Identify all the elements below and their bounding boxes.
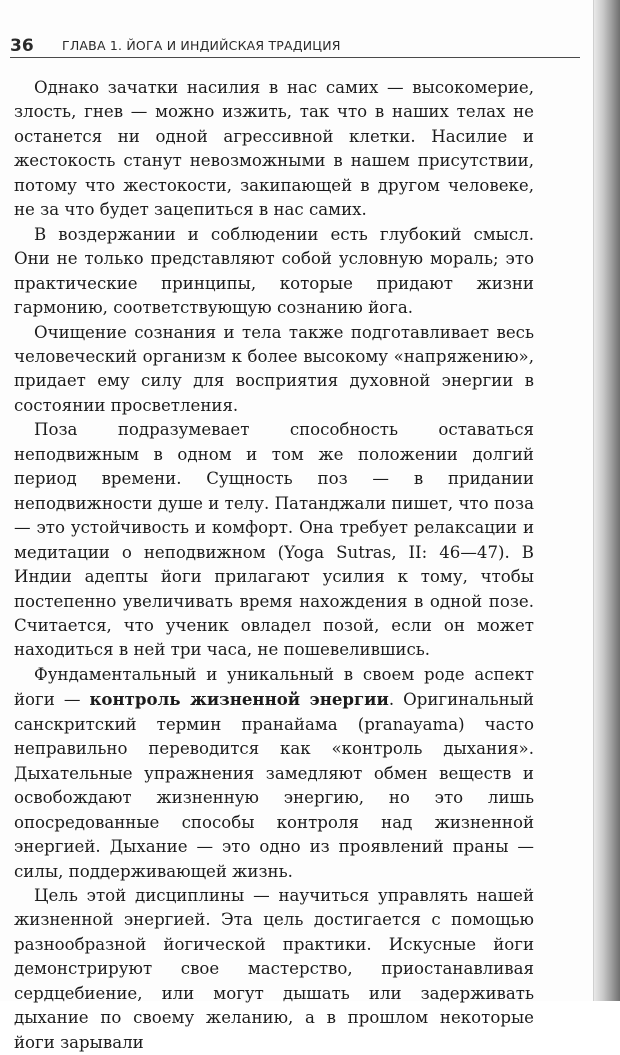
header-rule [10,57,580,58]
book-spine-shadow [594,0,620,1001]
paragraph-purification: Очищение сознания и тела также подготавливает весь человеческий организм к более высокому «напряжению», придает ему силу для восприятия духовной энергии в состоянии просветления. [14,322,534,415]
paragraph-posture: Поза подразумевает способность оставаться неподвижным в одном и том же положении долгий период времени. Сущность поз — в придании неподвижности душе и телу. Патанджали пишет, что поза — это устойчивость и комфорт. Она требует релаксации и медитации о неподвижном (Yoga Sutras, II: 46—47). В Индии адепты йоги прилагают усилия к тому, чтобы постепенно увеличивать время нахождения в одной позе. Считается, что ученик овладел позой, если он может находиться в ней три часа, не пошевелившись. [14,420,534,660]
paragraph-discipline: Цель этой дисциплины — научиться управлять нашей жизненной энергией. Эта цель достигается с помощью разнообразной йогической практики. Искусные йоги демонстрируют свое мастерство, приостанавливая сердцебиение, или могут дышать или задерживать дыхание по своему желанию, а в прошлом некоторые йоги зарывали [14,885,534,1052]
paragraph-abstinence: В воздержании и соблюдении есть глубокий смысл. Они не только представляют собой условную мораль; это практические принципы, которые придают жизни гармонию, соответствующую сознанию йога. [14,224,534,318]
energy-text-end: . Оригинальный санскритский термин пранайама (pranayama) часто неправильно переводится как «контроль дыхания». Дыхательные упражнения замедляют обмен веществ и освобождают жизненную энергию, но это лишь опосредованные способы контроля над жизненной энергией. Дыхание — это одно из проявлений праны — силы, поддерживающей жизнь. [14,690,534,881]
paragraph-life-energy [14,663,534,884]
page-header [10,36,580,56]
energy-text-start: Фундаментальный и уникальный в своем роде аспект йоги — [14,664,534,710]
page-text [14,76,534,1055]
page-number: 36 [10,36,34,56]
paragraph-violence: Однако зачатки насилия в нас самих — высокомерие, злость, гнев — можно изжить, так что в наших телах не останется ни одной агрессивной клетки. Насилие и жестокость станут невозможными в нашем присутствии, потому что жестокости, закипающей в другом человеке, не за что будет зацепиться в нас самих. [14,78,534,220]
running-title: ГЛАВА 1. ЙОГА И ИНДИЙСКАЯ ТРАДИЦИЯ [62,38,341,53]
energy-bold-term: контроль жизненной энергии [89,689,389,710]
